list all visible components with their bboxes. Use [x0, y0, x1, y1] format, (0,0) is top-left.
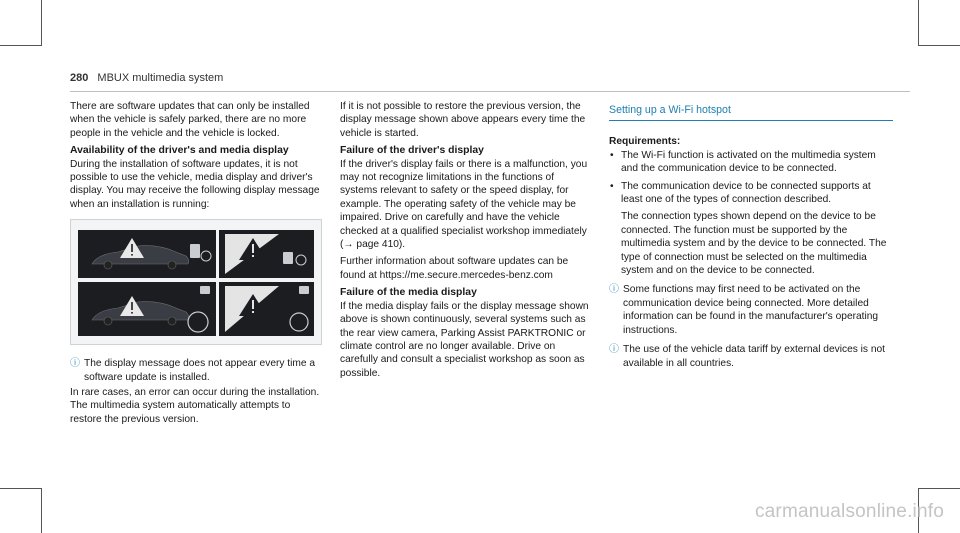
availability-heading: Availability of the driver's and media display — [70, 145, 289, 157]
info-note — [609, 283, 894, 337]
bullet-icon: • — [610, 149, 614, 161]
note-text: Some functions may first need to be activated on the communication device being connected. More detailed information can be found in the manufacturer's operating instructions. — [623, 284, 879, 336]
crop-mark — [0, 488, 41, 489]
section-heading: Setting up a Wi-Fi hotspot — [609, 104, 893, 121]
page-header — [70, 72, 223, 84]
crop-mark — [919, 488, 960, 489]
car-warning-illustration — [78, 230, 216, 278]
driver-display-failure-heading: Failure of the driver's display — [340, 145, 484, 157]
page-number: 280 — [70, 72, 89, 84]
further-info-paragraph: Further information about software updates can be found at https://me.secure.mercedes-benz.com — [340, 256, 569, 281]
driver-display-panel — [78, 230, 216, 278]
list-item — [609, 149, 894, 176]
media-display-panel-alt — [219, 282, 314, 336]
crop-mark — [41, 488, 42, 533]
list-item-subtext: The connection types shown depend on the device to be connected. The function must be supported by the multimedia system and by the device to be connected. The type of connection must be selected on the multimedia system and on the device to be connected. — [621, 211, 887, 277]
requirements-label: Requirements: — [609, 136, 681, 148]
requirements-list — [609, 149, 894, 278]
display-message-figure — [70, 219, 322, 345]
column-middle — [340, 100, 590, 384]
media-warning-illustration-alt — [219, 282, 314, 336]
driver-display-panel-alt — [78, 282, 216, 336]
info-note-icon: ⓘ — [609, 284, 619, 296]
crop-mark — [41, 0, 42, 46]
list-item — [609, 180, 894, 278]
list-item-text: The Wi-Fi function is activated on the multimedia system and the communication device to be connected. — [621, 149, 876, 175]
section-title: MBUX multimedia system — [97, 72, 224, 84]
crop-mark — [919, 45, 960, 46]
availability-paragraph: During the installation of software updates, it is not possible to use the vehicle, media display and driver's display. You may receive the following display message when an installation is running: — [70, 158, 320, 210]
column-right — [609, 100, 894, 372]
media-display-failure-paragraph: If the media display fails or the display message shown above is shown continuously, several systems such as the rear view camera, Parking Assist PARKTRONIC or climate control are no longer available. Drive on carefully and consult a specialist workshop as soon as possible. — [340, 300, 589, 379]
media-display-failure-heading: Failure of the media display — [340, 287, 477, 299]
column-left — [70, 100, 320, 430]
info-note-icon: ⓘ — [609, 344, 619, 356]
info-note — [609, 343, 894, 370]
list-item-text: The communication device to be connected supports at least one of the types of connection described. — [621, 180, 871, 206]
car-warning-illustration-alt — [78, 282, 216, 336]
intro-paragraph: There are software updates that can only be installed when the vehicle is safely parked, there are no more people in the vehicle and the vehicle is locked. — [70, 101, 310, 139]
restore-paragraph: If it is not possible to restore the previous version, the display message shown above appears every time the vehicle is started. — [340, 101, 586, 139]
crop-mark — [0, 45, 41, 46]
media-display-panel — [219, 230, 314, 278]
note-text: The display message does not appear every time a software update is installed. — [84, 358, 316, 383]
info-note-icon: ⓘ — [70, 358, 80, 370]
bullet-icon: • — [610, 180, 614, 192]
media-warning-illustration — [219, 230, 314, 278]
header-divider — [70, 91, 910, 92]
note-text: The use of the vehicle data tariff by external devices is not available in all countries. — [623, 344, 886, 369]
error-paragraph: In rare cases, an error can occur during the installation. The multimedia system automatically attempts to restore the previous version. — [70, 387, 320, 425]
watermark: carmanualsonline.info — [754, 501, 944, 522]
driver-display-failure-paragraph: If the driver's display fails or there is a malfunction, you may not recognize limitations in the functions of systems relevant to safety or the speed display, for example. The operating safety of the vehicle may be impaired. Drive on carefully and have the vehicle checked at a qualified specialist workshop immediately (→ page 410). — [340, 158, 588, 251]
info-note — [70, 357, 320, 384]
crop-mark — [918, 0, 919, 46]
